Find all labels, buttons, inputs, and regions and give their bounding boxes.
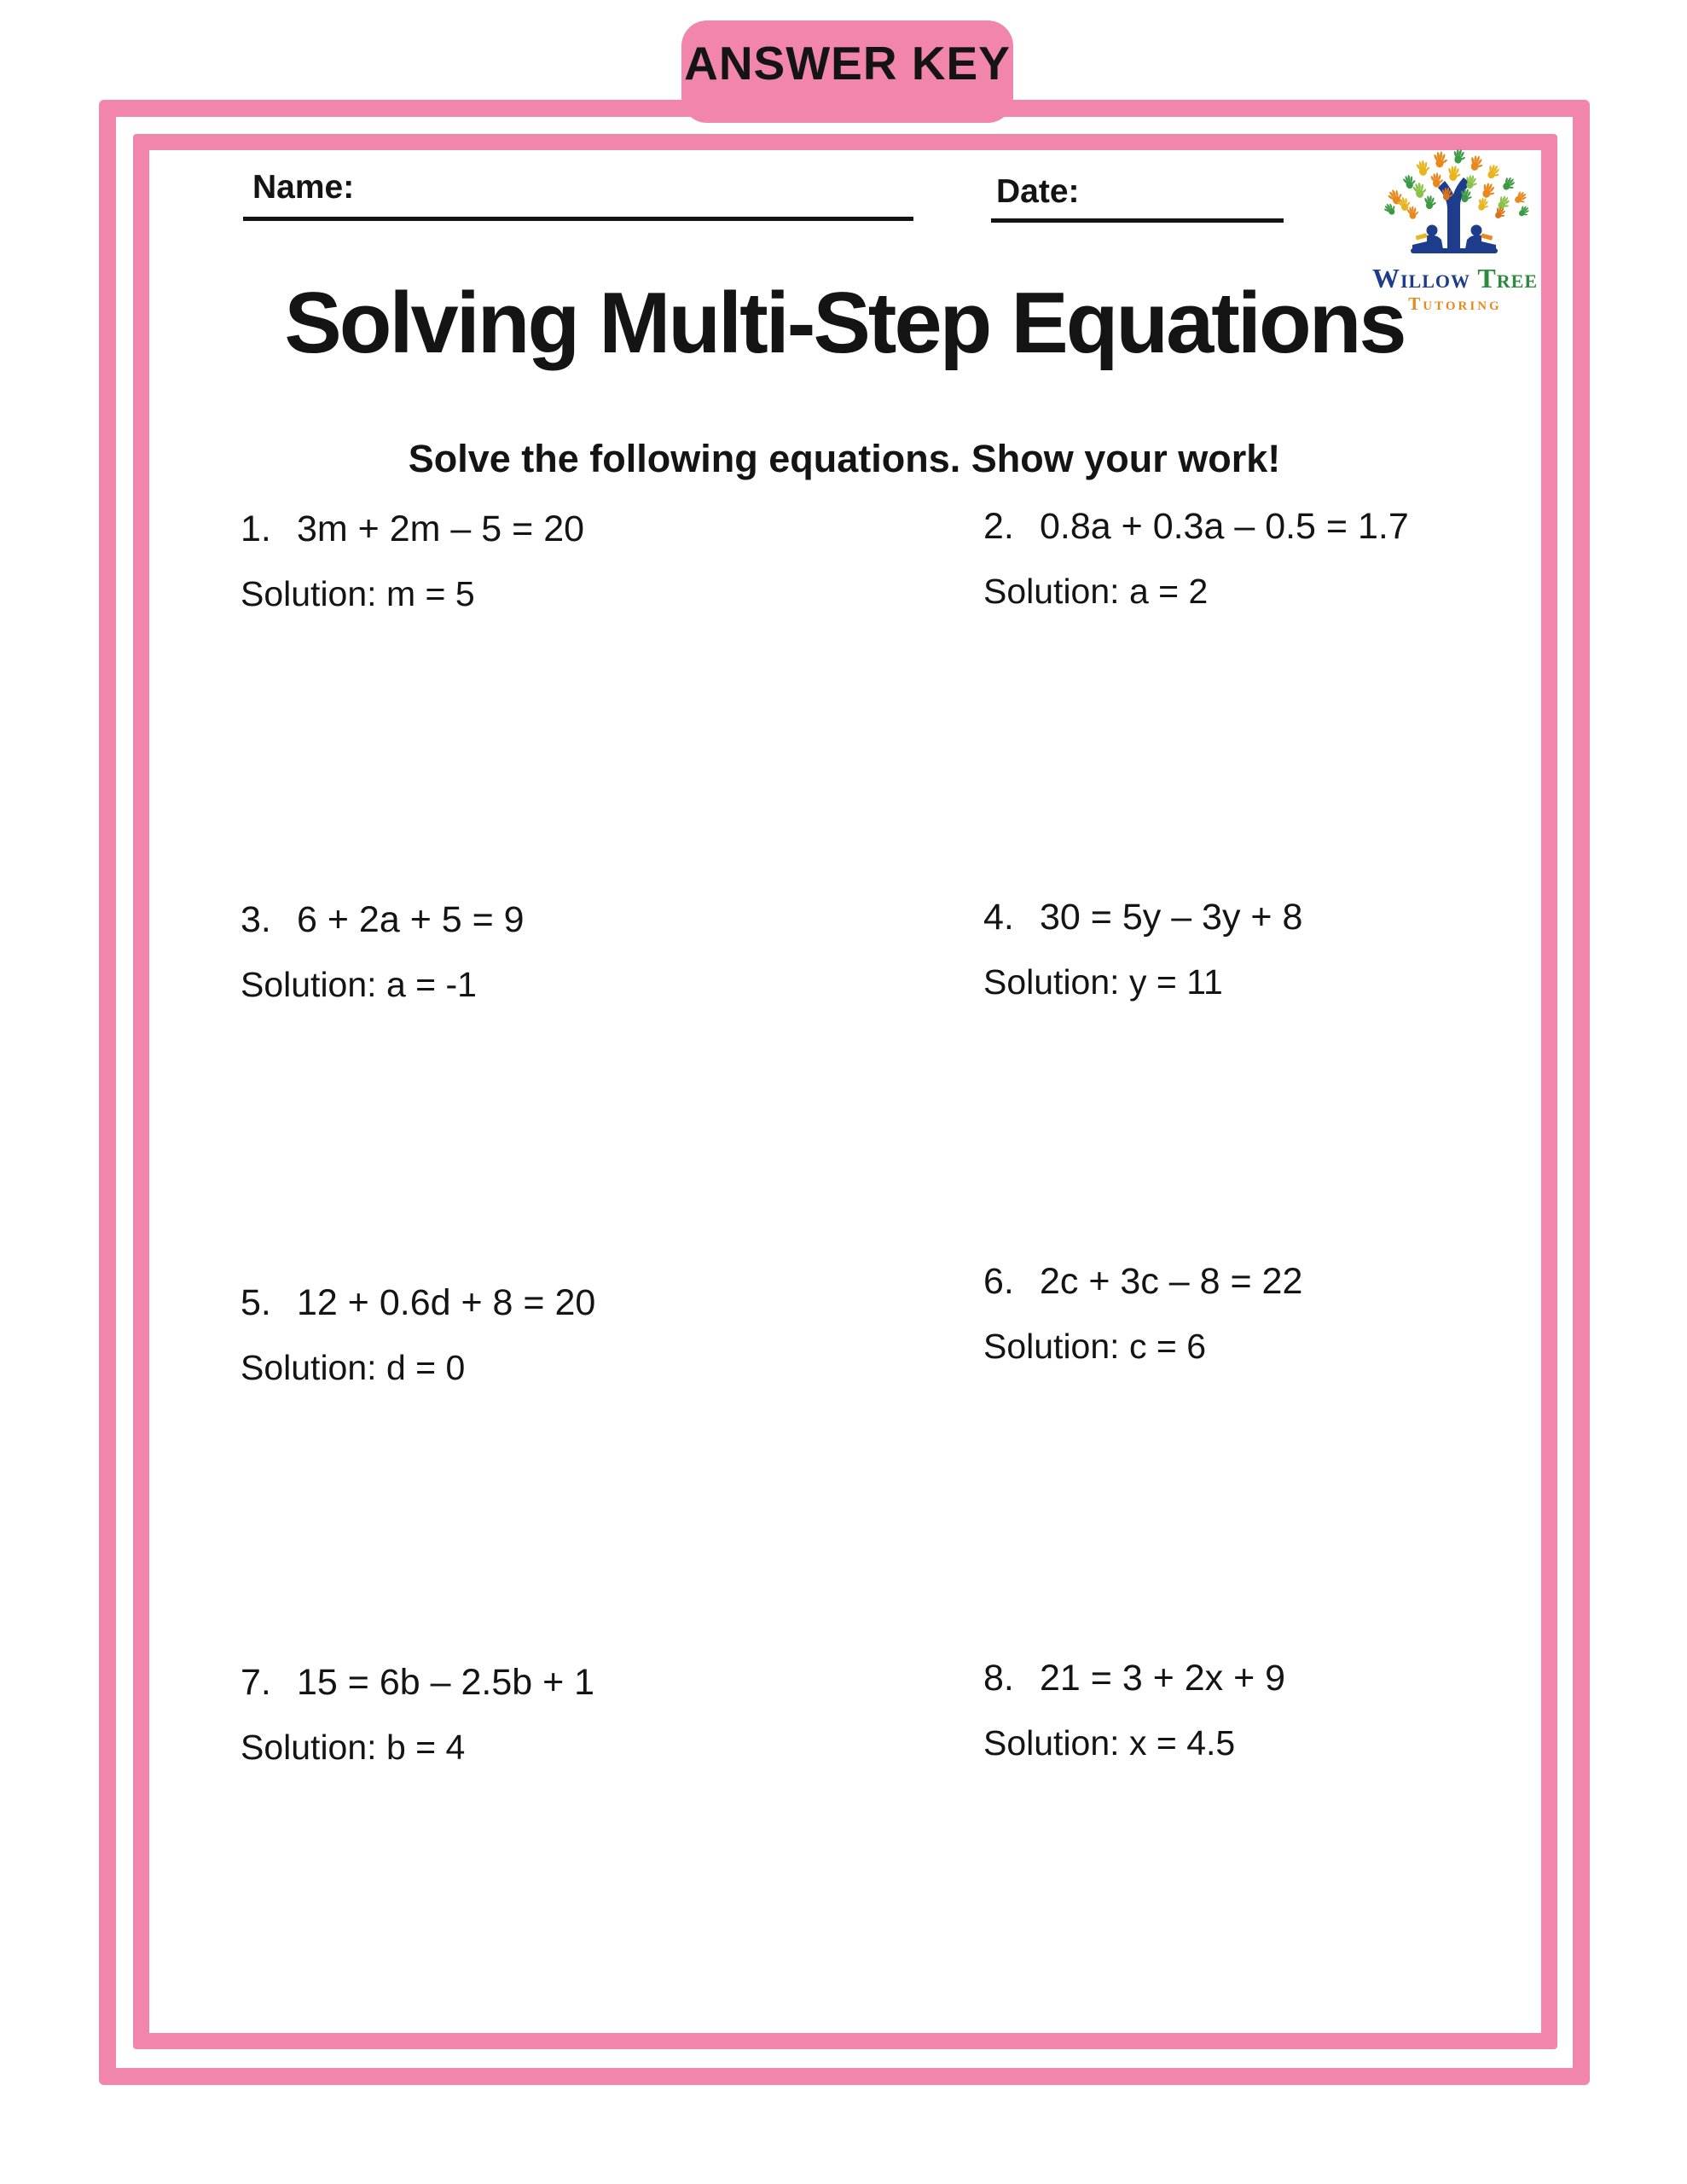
problem-1-solution-row [241,574,584,614]
tree-logo-icon [1363,145,1547,264]
problem-4-solution-row [983,962,1302,1002]
problem-4-equation-row [983,897,1302,938]
problem-number: 2. [983,506,1014,547]
problem-7-equation-row [241,1662,594,1704]
solution-label: Solution: [241,1728,377,1768]
solution-label: Solution: [241,1348,377,1388]
problem-number: 5. [241,1282,271,1323]
problem-3-equation-row [241,899,525,941]
date-label: Date: [996,173,1080,210]
problem-equation: 2c + 3c – 8 = 22 [1040,1261,1303,1302]
solution-value: y = 11 [1128,962,1223,1002]
problem-7-solution-row [241,1728,594,1768]
problem-number: 6. [983,1261,1014,1302]
problem-number: 7. [241,1662,271,1703]
problem-3 [241,899,525,1005]
problem-equation: 0.8a + 0.3a – 0.5 = 1.7 [1040,506,1409,547]
outer-frame-border [99,100,1590,2085]
problem-1 [241,508,584,614]
problem-equation: 15 = 6b – 2.5b + 1 [297,1662,595,1703]
solution-label: Solution: [983,1327,1120,1367]
problem-5-equation-row [241,1282,595,1324]
solution-value: a = -1 [386,965,477,1005]
solution-value: d = 0 [386,1348,466,1388]
problem-5-solution-row [241,1348,595,1388]
problem-number: 4. [983,897,1014,938]
solution-value: m = 5 [386,574,475,614]
willow-tree-tutoring-logo [1363,145,1547,315]
solution-label: Solution: [241,965,377,1005]
solution-value: x = 4.5 [1128,1723,1236,1763]
solution-value: b = 4 [386,1728,466,1768]
problem-4 [983,897,1302,1002]
problem-1-equation-row [241,508,584,550]
problem-6-equation-row [983,1261,1302,1303]
answer-key-badge [681,20,1013,123]
problem-5 [241,1282,595,1388]
problem-number: 3. [241,899,271,940]
page-title: Solving Multi-Step Equations [284,276,1405,371]
problem-2-equation-row [983,506,1409,548]
solution-label: Solution: [241,574,377,614]
logo-word-tree: Tree [1477,263,1539,293]
solution-value: a = 2 [1128,572,1209,612]
problem-3-solution-row [241,965,525,1005]
problem-equation: 3m + 2m – 5 = 20 [297,508,585,549]
solution-value: c = 6 [1128,1327,1206,1367]
problem-6 [983,1261,1302,1367]
name-fill-in-line [243,217,913,221]
problem-2-solution-row [983,572,1409,612]
problem-8-equation-row [983,1658,1285,1699]
date-fill-in-line [991,218,1284,223]
logo-wordmark [1363,264,1547,292]
solution-label: Solution: [983,962,1120,1002]
solution-label: Solution: [983,1723,1120,1763]
problem-7 [241,1662,594,1768]
problem-2 [983,506,1409,612]
solution-label: Solution: [983,572,1120,612]
answer-key-label: ANSWER KEY [684,37,1011,90]
problem-number: 8. [983,1658,1014,1699]
logo-tagline: Tutoring [1408,293,1502,314]
problem-equation: 12 + 0.6d + 8 = 20 [297,1282,596,1323]
instructions-text: Solve the following equations. Show your work! [408,437,1281,480]
problem-number: 1. [241,508,271,549]
problem-equation: 21 = 3 + 2x + 9 [1040,1658,1286,1699]
problem-6-solution-row [983,1327,1302,1367]
problem-8-solution-row [983,1723,1285,1763]
problem-equation: 30 = 5y – 3y + 8 [1040,897,1303,938]
name-label: Name: [252,169,355,206]
logo-word-willow: Willow [1371,263,1470,293]
problem-equation: 6 + 2a + 5 = 9 [297,899,525,940]
problem-8 [983,1658,1285,1763]
